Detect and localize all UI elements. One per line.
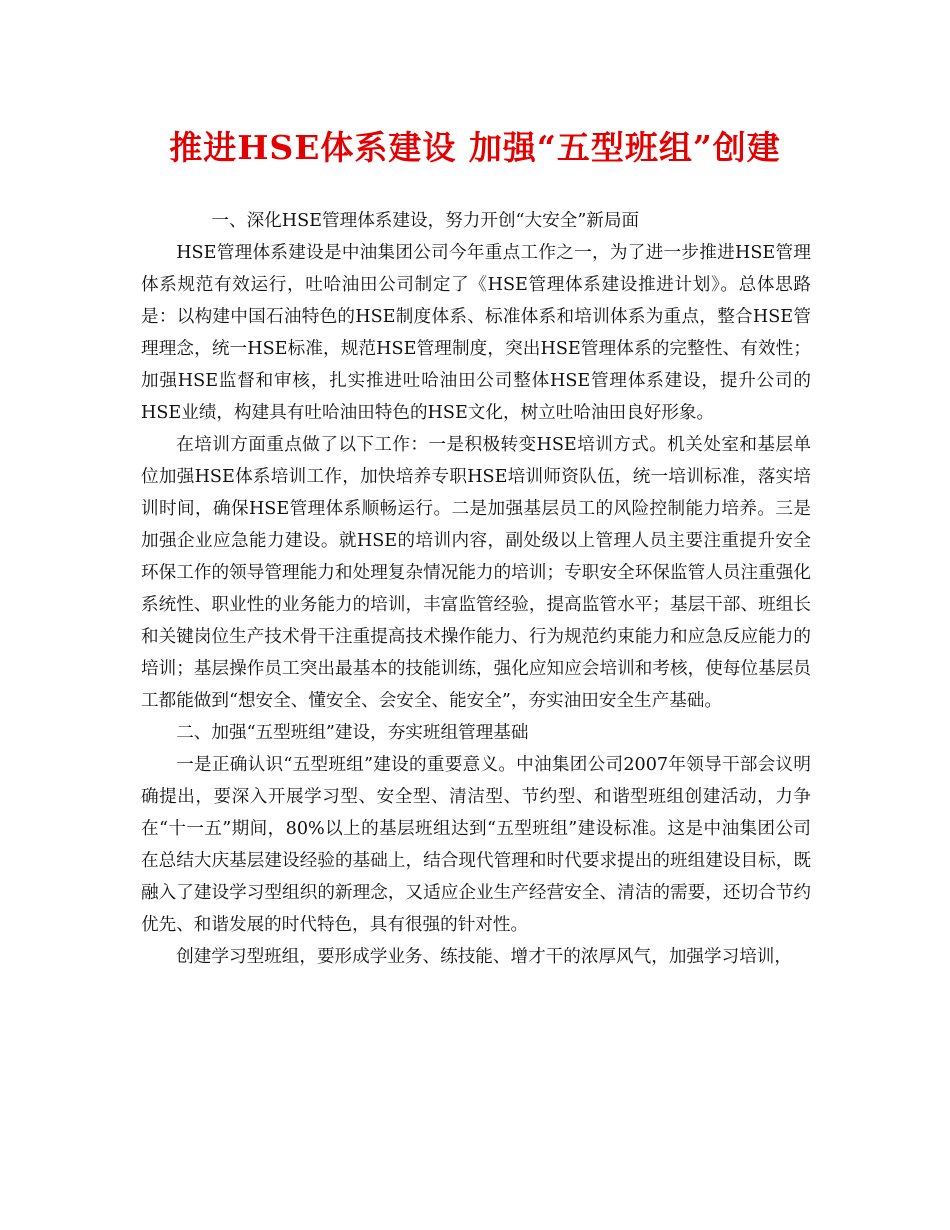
section-heading-1: 一、深化HSE管理体系建设，努力开创“大安全”新局面 xyxy=(211,211,640,231)
body-paragraph: HSE管理体系建设是中油集团公司今年重点工作之一，为了进一步推进HSE管理体系规范有效运行，吐哈油田公司制定了《HSE管理体系建设推进计划》。总体思路是：以构建中国石油特色的HSE制度体系、标准体系和培训体系为重点，整合HSE管理理念，统一HSE标准，规范HSE管理制度，突出HSE管理体系的完整性、有效性；加强HSE监督和审核，扎实推进吐哈油田公司整体HSE管理体系建设，提升公司的HSE业绩，构建具有吐哈油田特色的HSE文化，树立吐哈油田良好形象。 xyxy=(141,243,811,423)
body-paragraph: 在培训方面重点做了以下工作：一是积极转变HSE培训方式。机关处室和基层单位加强HSE体系培训工作，加快培养专职HSE培训师资队伍，统一培训标准，落实培训时间，确保HSE管理体系顺畅运行。二是加强基层员工的风险控制能力培养。三是加强企业应急能力建设。就HSE的培训内容，副处级以上管理人员主要注重提升安全环保工作的领导管理能力和处理复杂情况能力的培训；专职安全环保监管人员注重强化系统性、职业性的业务能力的培训，丰富监管经验，提高监管水平；基层干部、班组长和关键岗位生产技术骨干注重提高技术操作能力、行为规范约束能力和应急反应能力的培训；基层操作员工突出最基本的技能训练，强化应知应会培训和考核，使每位基层员工都能做到“想安全、懂安全、会安全、能安全”，夯实油田安全生产基础。 xyxy=(141,435,811,711)
section-heading-2: 二、加强“五型班组”建设，夯实班组管理基础 xyxy=(176,723,529,743)
document-body xyxy=(141,205,811,973)
body-paragraph: 创建学习型班组，要形成学业务、练技能、增才干的浓厚风气，加强学习培训， xyxy=(176,947,792,967)
body-paragraph: 一是正确认识“五型班组”建设的重要意义。中油集团公司2007年领导干部会议明确提出，要深入开展学习型、安全型、清洁型、节约型、和谐型班组创建活动，力争在“十一五”期间，80%以上的基层班组达到“五型班组”建设标准。这是中油集团公司在总结大庆基层建设经验的基础上，结合现代管理和时代要求提出的班组建设目标，既融入了建设学习型组织的新理念，又适应企业生产经营安全、清洁的需要，还切合节约优先、和谐发展的时代特色，具有很强的针对性。 xyxy=(141,755,811,935)
document-title: 推进HSE体系建设 加强“五型班组”创建 xyxy=(169,128,781,167)
